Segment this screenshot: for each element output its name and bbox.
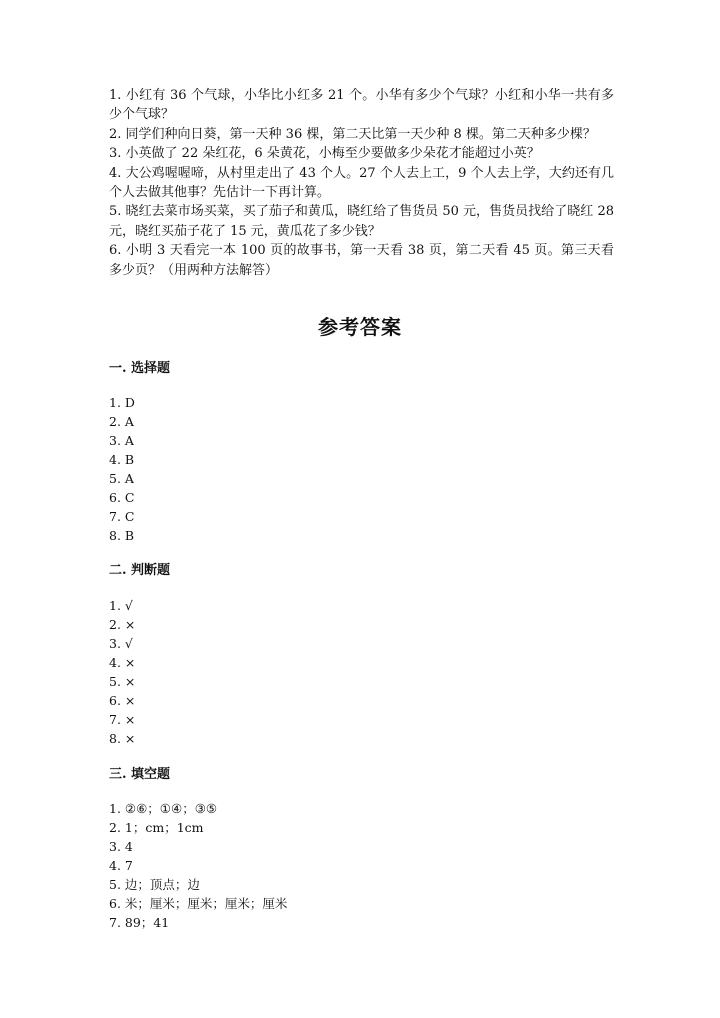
answer-item: 4. B: [109, 452, 135, 467]
judgement-answers: [109, 596, 135, 748]
answer-item: 6. C: [109, 490, 135, 505]
problem-4: 4. 大公鸡喔喔啼，从村里走出了 43 个人。27 个人去上工，9 个人去上学，大约还有几个人去做其他事？先估计一下再计算。: [109, 165, 614, 201]
answer-item: 7. ×: [109, 712, 136, 727]
answer-item: 4. 7: [109, 858, 133, 873]
answer-item: 5. 边；顶点；边: [109, 877, 200, 892]
choice-answers: [109, 393, 135, 545]
answer-item: 3. 4: [109, 839, 133, 854]
answer-item: 7. 89；41: [109, 915, 170, 930]
answer-item: 2. A: [109, 414, 134, 429]
answer-item: 1. ②⑥；①④；③⑤: [109, 801, 218, 816]
section-heading-choice: 一. 选择题: [109, 361, 171, 376]
answer-item: 1. √: [109, 598, 133, 613]
problem-1: 1. 小红有 36 个气球，小华比小红多 21 个。小华有多少个气球？小红和小华一共有多少个气球？: [109, 88, 614, 123]
answers-title: 参考答案: [318, 315, 402, 339]
problem-3: 3. 小英做了 22 朵红花，6 朵黄花，小梅至少要做多少朵花才能超过小英？: [109, 146, 540, 162]
section-heading-fill-blank: 三. 填空题: [109, 767, 171, 782]
answer-item: 6. 米；厘米；厘米；厘米；厘米: [109, 896, 288, 911]
problem-6: 6. 小明 3 天看完一本 100 页的故事书，第一天看 38 页，第二天看 45 页。第三天看多少页？（用两种方法解答）: [109, 243, 614, 278]
word-problems: [109, 86, 614, 280]
answer-item: 8. B: [109, 528, 135, 543]
answer-item: 4. ×: [109, 655, 136, 670]
answer-item: 3. A: [109, 433, 134, 448]
answer-item: 5. ×: [109, 674, 136, 689]
answer-item: 7. C: [109, 509, 135, 524]
answer-item: 2. 1；cm；1cm: [109, 820, 204, 835]
answer-item: 8. ×: [109, 731, 136, 746]
answer-item: 6. ×: [109, 693, 136, 708]
answer-item: 3. √: [109, 636, 133, 651]
answer-item: 1. D: [109, 395, 135, 410]
problem-5: 5. 晓红去菜市场买菜，买了茄子和黄瓜，晓红给了售货员 50 元，售货员找给了晓红 28 元，晓红买茄子花了 15 元，黄瓜花了多少钱？: [109, 204, 614, 239]
section-heading-judgement: 二. 判断题: [109, 563, 171, 578]
problem-2: 2. 同学们种向日葵，第一天种 36 棵，第二天比第一天少种 8 棵。第二天种多少棵？: [109, 126, 596, 142]
answer-item: 2. ×: [109, 617, 136, 632]
fill-blank-answers: [109, 799, 287, 932]
answer-item: 5. A: [109, 471, 134, 486]
